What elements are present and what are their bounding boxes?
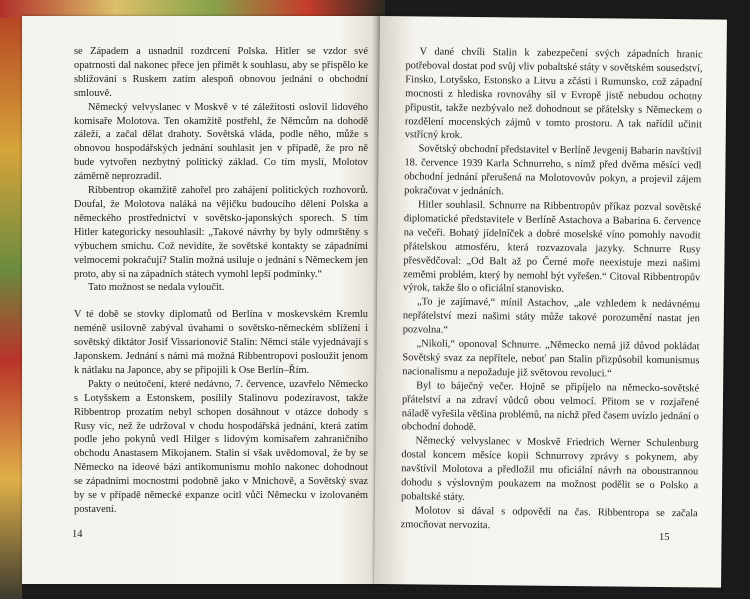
left-page (22, 16, 382, 584)
right-paragraph-6: Byl to báječný večer. Hojně se připíjelo na německo-sovětské přátelství a na zdraví vůdců obou velmocí. Přitom se v rozjařené náladě vyřešila většina problémů, na nichž před časem uvízlo jednání o obchodní dohodě. (401, 380, 700, 434)
right-paragraph-4: „To je zajímavé,“ mínil Astachov, „ale vzhledem k nedávnému nepřátelství mezi našimi státy může takové porozumění nastat jen pozvolna.“ (402, 296, 701, 336)
right-page-number: 15 (658, 531, 670, 544)
left-paragraph-3: Ribbentrop okamžitě zahořel pro zahájení politických rozhovorů. Doufal, že Molotova naláká na vějičku budoucího dělení Polska a německého prostřednictví v sovětsko-japonských sporech. S tím Hitler kategoricky nesouhlasil: „Takové návrhy by byly odmrštěny s výbuchem smíchu. Což nevidíte, že sovětské kontakty se západními velmocemi pokračují? Stalin možná usiluje o jednání s Německem jen proto, aby si na západních státech vymohl lepší podmínky.“ (74, 185, 368, 280)
left-paragraph-6: Pakty o neútočení, které nedávno, 7. července, uzavřelo Německo s Lotyšskem a Estonskem, posílily Stalinovu podezíravost, takže Ribbentrop prozatím nebyl schopen dosáhnout v otázce dohody s Rusy víc, než že udržoval v chodu hospodářská jednání, která zatím podle jeho pokynů vedl Hilger s lidovým komisařem zahraničního obchodu Anastasem Mikojanem. Stalin si však uvědomoval, že by se Německo na ideové bázi antikomunismu mohlo nakonec dohodnout se západními mocnostmi podobně jako v Mnichově, a Sovětský svaz by se v případě německé expanze ocitl vůči Německu v izolovaném postavení. (74, 378, 368, 515)
right-page (374, 16, 727, 588)
right-paragraph-1: V dané chvíli Stalin k zabezpečení svých západních hranic potřeboval dostat pod svůj vliv pobaltské státy v sovětském sousedství, Finsko, Lotyšsko, Estonsko a Litvu a zčásti i Rumunsko, což západní mocnosti z hlediska rovnováhy sil v Evropě jistě nebudou ochotny připustit, takže nezbývalo než dohodnout se přátelsky s Německem o rozdělení mocenských zájmů v tomto prostoru. A tak nařídil učinit vstřícný krok. (404, 46, 703, 142)
right-paragraph-3: Hitler souhlasil. Schnurre na Ribbentropův příkaz pozval sovětské diplomatické představitele v Berlíně Astachova a Babarina 6. července na večeři. Bohatý jídelníček a dobré moselské víno pomohly navodit přátelskou atmosféru, která rozvazovala jazyky. Schnurre Rusy přesvědčoval: „Od Balt až po Černé moře neexistuje mezi našimi zeměmi problém, který by nemohl být vyřešen.“ Citoval Ribbentropův výrok, takže šlo o oficiální stanovisko. (403, 199, 702, 296)
left-paragraph-1: se Západem a usnadnil rozdrcení Polska. Hitler se vzdor své opatrnosti dal nakonec přece jen přimět k souhlasu, aby se přispělo ke sbližování s Ruskem zatím alespoň obnovou jednání o obchodní smlouvě. (74, 46, 368, 99)
right-paragraph-8: Molotov si dával s odpovědí na čas. Ribbentropa se začala zmocňovat nervozita. (400, 505, 698, 531)
right-paragraph-7: Německý velvyslanec v Moskvě Friedrich Werner Schulenburg dostal koncem měsíce kopii Schnurrovy zprávy s pokynem, aby navštívil Molotova a předložil mu oficiální návrh na oboustrannou dohodu s výslovným poukazem na možnost podělit se o Polsko a pobaltské státy. (400, 435, 699, 503)
section-break (74, 295, 368, 308)
left-paragraph-4: Tato možnost se nedala vyloučit. (88, 282, 225, 294)
left-paragraph-2: Německý velvyslanec v Moskvě v té záležitosti oslovil lidového komisaře Molotova. Ten okamžitě postřehl, že Němcům na dohodě záleží, a začal dělat drahoty. Sovětská vláda, podle něho, může s obnovou hospodářských jednání souhlasit jen v případě, že pro ně bude vytvořen nezbytný politický základ. Co tím myslí, Molotov záměrně neprozradil. (74, 101, 368, 183)
right-paragraph-5: „Nikoli,“ oponoval Schnurre. „Německo nemá již důvod pokládat Sovětský svaz za nepřítele, neboť pan Stalin přizpůsobil komunismus nacionalismu a nepožaduje již světovou revoluci.“ (402, 338, 700, 380)
book-cover-edge (0, 0, 22, 599)
left-paragraph-5: V té době se stovky diplomatů od Berlína v moskevském Kremlu neméně usilovně zabýval úvahami o sovětsko-německém sblížení i sovětský diktátor Josif Vissarionovič Stalin: Němci stále vyjednávají s Japonskem. Jednání s námi má možná Ribbentropovi posloužit jenom k nátlaku na Japonce, aby se připojili k Ose Berlín–Řím. (74, 309, 368, 376)
right-paragraph-2: Sovětský obchodní představitel v Berlíně Jevgenij Babarin navštívil 18. července 1939 Karla Schnurreho, s nímž před dvěma měsíci vedl obchodní jednání přerušená na Molotovovův pokyn, a projevil zájem pokračovat v jednáních. (404, 143, 702, 198)
left-page-number: 14 (72, 529, 83, 540)
